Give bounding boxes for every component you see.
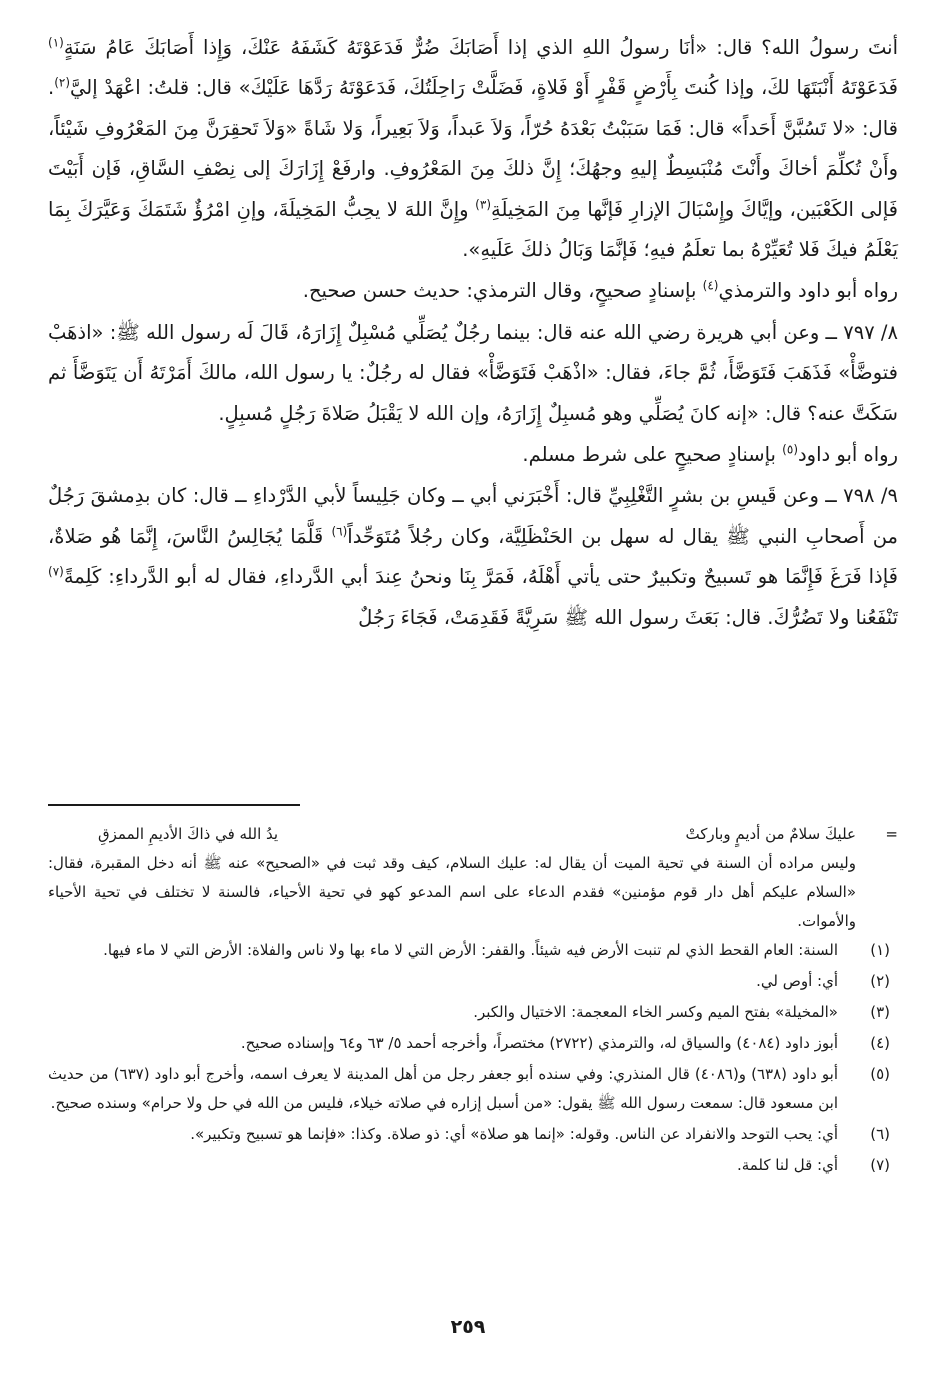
footnote-item xyxy=(48,1151,898,1180)
footnote-text: أي: قل لنا كلمة. xyxy=(736,1156,838,1174)
footnote-separator xyxy=(48,804,300,806)
continuation-marker: = xyxy=(885,825,898,843)
paragraph-takhrij-796: رواه أبو داود والترمذي$^{(٤)}$ بإسنادٍ صحيحٍ، وقال الترمذي: حديث حسن صحيح. xyxy=(302,278,898,303)
footnote-text: «المخيلة» بفتح الميم وكسر الخاء المعجمة: الاختيال والكبر. xyxy=(473,1003,838,1021)
footnote-ref[interactable]: (٧) xyxy=(48,564,64,579)
footnote-number: (٣) xyxy=(870,1003,890,1021)
footnote-item xyxy=(48,936,898,965)
footnote-continuation xyxy=(48,820,898,936)
footnote-item xyxy=(48,967,898,996)
paragraph-hadith-798: ٩/ ٧٩٨ ــ وعن قَيسِ بن بشرٍ التَّغْلِبِيِّ قال: أَخْبَرَني أبي ــ وكان جَلِيساً لأبي الدَّرْداءِ ــ قال: كان بدِمشقَ رَجُلٌ من أَصحابِ النبي ﷺ يقال له سهل بن الحَنْظَلِيَّة، وكان رجُلاً مُتَوَحِّداً$^{(٦)}$ قَلَّمَا يُجَالِسُ النَّاسَ، إِنَّمَا هُو صَلاةٌ، فَإذا فَرَغَ فَإِنَّمَا هو تَسبيحٌ وتكبيرٌ حتى يأتي أَهْلَهُ، فَمَرَّ بِنَا ونحنُ عِندَ أبي الدَّرداءِ، فقال له أبو الدَّرداءِ: كَلِمةً$^{(٧)}$ تَنْفَعُنا ولا تَضُرُّكَ. قال: بَعَثَ رسول الله ﷺ سَرِيَّةً فَقَدِمَتْ، فَجَاءَ رَجُلٌ xyxy=(48,484,899,629)
footnote-item xyxy=(48,1120,898,1149)
footnote-ref[interactable]: (١) xyxy=(48,35,64,50)
footnote-item xyxy=(48,1029,898,1058)
footnote-number: (٧) xyxy=(870,1156,890,1174)
footnote-ref[interactable]: (٤) xyxy=(702,278,719,293)
main-text xyxy=(48,28,898,638)
footnote-number: (٥) xyxy=(870,1065,890,1083)
footnote-ref[interactable]: (٦) xyxy=(331,524,348,539)
poem-hemistich-first: عليكَ سلامٌ من أديمٍ وباركتْ xyxy=(685,825,856,843)
footnote-number: (٢) xyxy=(870,972,890,990)
continuation-text: وليس مراده أن السنة في تحية الميت أن يقال له: عليك السلام، كيف وقد ثبت في «الصحيح» عنه ﷺ أنه دخل المقبرة، فقال: «السلام عليكم أهل دار قوم مؤمنين» فقدم الدعاء على اسم المدعو كهو في تحية الأحياء، فالسنة لا تختلف في تحية الأحياء والأموات. xyxy=(48,854,856,930)
footnote-text: أبو داود (٦٣٨) و(٤٠٨٦) قال المنذري: وفي سنده أبو جعفر رجل من أهل المدينة لا يعرف اسمه، وأخرج أبو داود (٦٣٧) من حديث ابن مسعود قال: سمعت رسول الله ﷺ يقول: «من أسبل إزاره في صلاته خيلاء، فليس من الله في حل ولا حرام» وسنده صحيح. xyxy=(48,1065,838,1112)
footnote-list xyxy=(48,936,898,1180)
footnote-text: أي: يحب التوحد والانفراد عن الناس. وقوله: «إنما هو صلاة» أي: ذو صلاة. وكذا: «فإنما هو تسبيح وتكبير». xyxy=(190,1125,838,1143)
footnote-text: أبوز داود (٤٠٨٤) والسياق له، والترمذي (٢٧٢٢) مختصراً، وأخرجه أحمد ٥/ ٦٣ و٦٤ وإسناده صحيح. xyxy=(240,1034,838,1052)
paragraph-hadith-797: ٨/ ٧٩٧ ــ وعن أبي هريرة رضي الله عنه قال: بينما رجُلٌ يُصَلِّي مُسْبِلٌ إِزَارَهُ، قَالَ لَه رسول الله ﷺ: «اذهَبْ فتوضَّأْ» فَذَهَبَ فَتَوَضَّأَ، ثُمَّ جاءَ، فقال: «اذْهَبْ فَتَوَضَّأْ» فقال له رجُلٌ: يا رسول الله، مالكَ أَمَرْتَهُ أَن يَتَوَضَّأَ ثم سَكَتَّ عنه؟ قال: «إنه كانَ يُصَلِّي وهو مُسبِلٌ إِزَارَهُ، وإن الله لا يَقْبَلُ صَلاةَ رَجُلٍ مُسبِلٍ. xyxy=(48,320,898,425)
footnote-ref[interactable]: (٥) xyxy=(782,442,798,457)
poem-verse xyxy=(48,820,856,849)
footnote-item xyxy=(48,1060,898,1118)
footnote-text: أي: أوص لي. xyxy=(756,972,838,990)
footnote-number: (١) xyxy=(870,941,890,959)
footnote-number: (٦) xyxy=(870,1125,890,1143)
paragraph-takhrij-797: رواه أبو داود$^{(٥)}$ بإسنادٍ صحيحٍ على شرط مسلم. xyxy=(522,442,898,467)
footnote-text: السنة: العام القحط الذي لم تنبت الأرض فيه شيئاً. والقفر: الأرض التي لا ماء بها ولا ناس والفلاة: الأرض التي لا ماء فيها. xyxy=(103,941,838,959)
footnote-item xyxy=(48,998,898,1027)
poem-hemistich-second: يدُ الله في ذاكَ الأديمِ الممزقِ xyxy=(98,825,279,843)
page-number: ٢٥٩ xyxy=(450,1316,486,1338)
footnote-ref[interactable]: (٢) xyxy=(54,75,71,90)
footnote-ref[interactable]: (٣) xyxy=(475,197,491,212)
footnote-number: (٤) xyxy=(870,1034,890,1052)
paragraph-hadith-796-continued: أنتَ رسولُ الله؟ قال: «أنَا رسولُ اللهِ الذي إذا أَصَابَكَ ضُرٌّ فَدَعَوْتَهُ كَشَفَهُ عَنْكَ، وَإِذا أَصَابَكَ عَامُ سَنَةٍ$^{(١)}$ فَدَعَوْتَهُ أَنْبَتَهَا لكَ، وإذا كُنتَ بِأَرْضٍ قَفْرٍ أَوْ فَلاةٍ، فَضَلَّتْ رَاحِلَتُكَ، فَدَعَوْتَهُ رَدَّهَا عَلَيْكَ» قال: قلتُ: اعْهَدْ إليَّ$^{(٢)}$. قال: «لا تَسُبَّنَّ أَحَداً» قال: فَمَا سَبَبْتُ بَعْدَهُ حُرّاً، وَلاَ عَبداً، وَلاَ بَعِيراً، وَلا شَاةً «وَلاَ تَحقِرَنَّ مِنَ المَعْرُوفِ شَيْئاً، وأَنْ تُكلِّمَ أخاكَ وأَنْتَ مُنْبَسِطٌ إليهِ وجهُكَ؛ إِنَّ ذلكَ مِنَ المَعْرُوفِ. وارفَعْ إِزَارَكَ إلى نِصْفِ السَّاقِ، فَإن أَبَيْتَ فَإلى الكَعْبَين، وإيَّاكَ وإِسْبَالَ الإزارِ فَإنَّها مِنَ المَخِيلَةِ$^{(٣)}$ وإِنَّ اللهَ لا يحِبُّ المَخِيلَةَ، وإنِ امْرُؤٌ شَتَمَكَ وَعَيَّرَكَ بِمَا يَعْلَمُ فيكَ فَلا تُعَيِّرْهُ بما تعلَمُ فيهِ؛ فَإنَّمَا وَبَالُ ذلكَ عَلَيهِ». xyxy=(48,35,898,262)
footnotes xyxy=(48,820,898,1180)
